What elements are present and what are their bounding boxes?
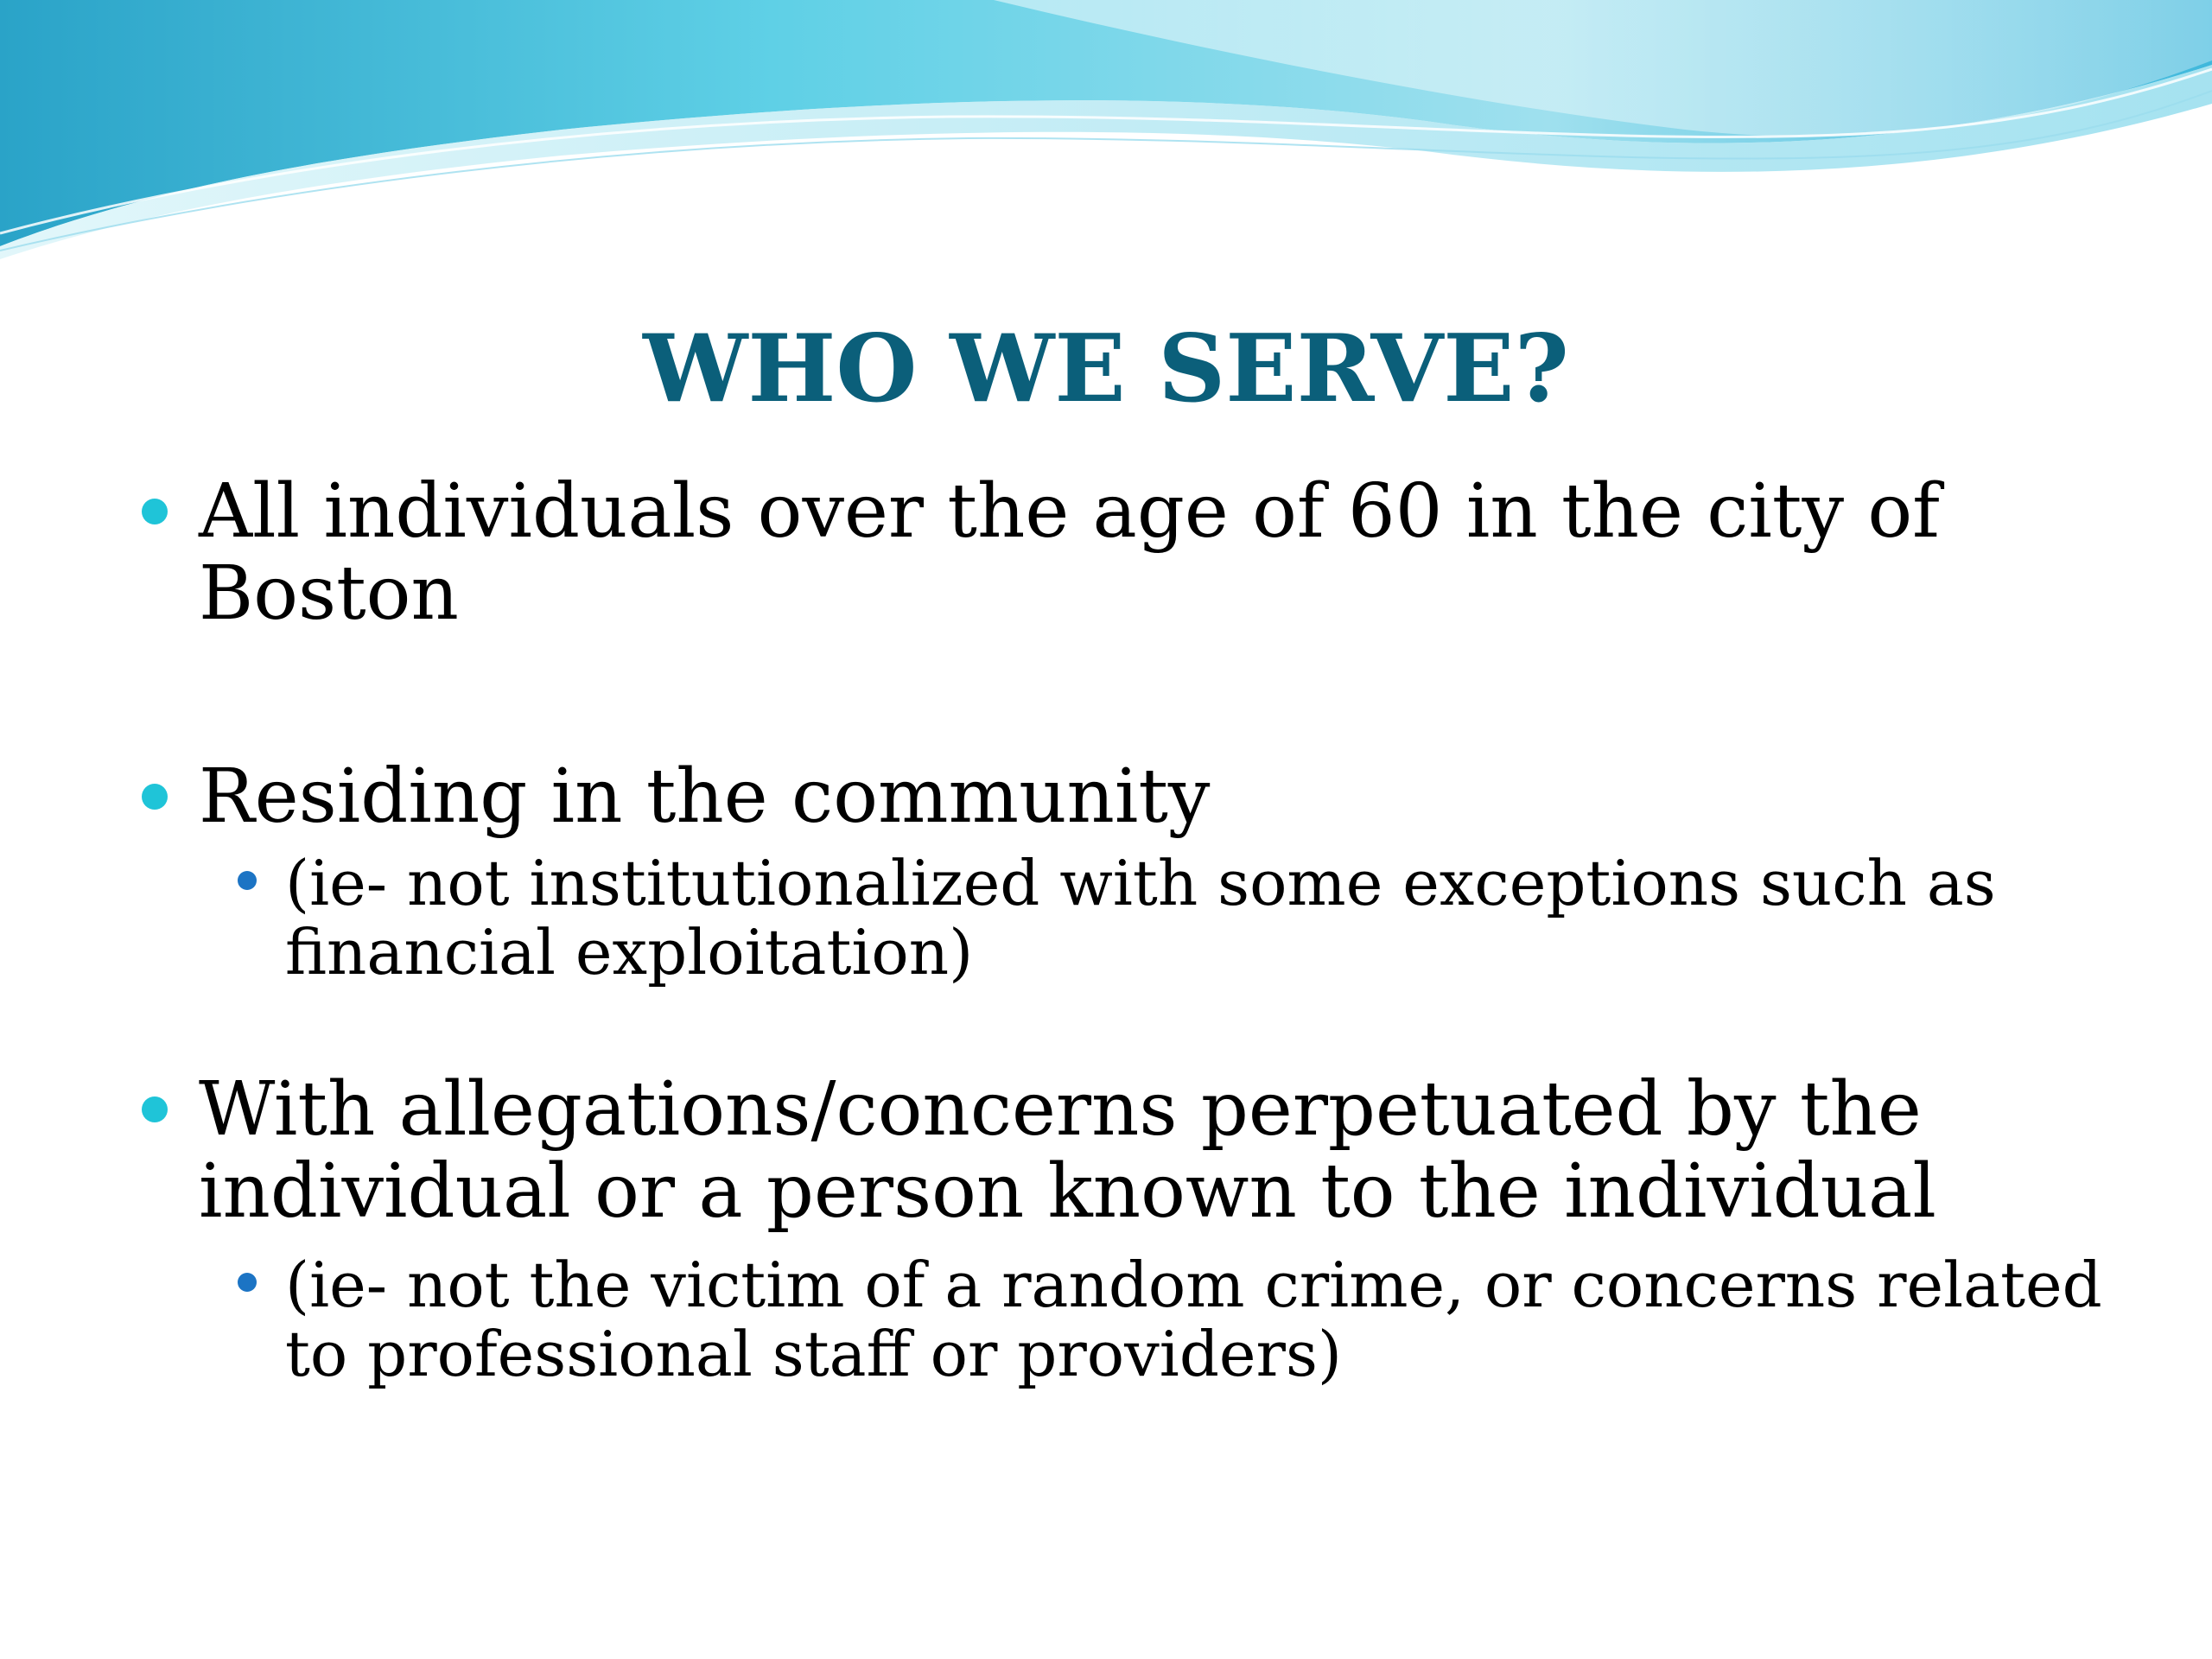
bullet-item: All individuals over the age of 60 in the city of Boston <box>138 471 2108 635</box>
slide-title: WHO WE SERVE? <box>643 315 1569 423</box>
header-wave-decoration <box>0 0 2212 259</box>
sub-bullet-item: (ie- not the victim of a random crime, or concerns related to professional staff or providers) <box>138 1250 2108 1389</box>
bullet-list <box>138 468 2108 1390</box>
bullet-item: With allegations/concerns perpetuated by the individual or a person known to the individual <box>138 1069 2108 1233</box>
sub-bullet-item: (ie- not institutionalized with some exceptions such as financial exploitation) <box>138 849 2108 987</box>
bullet-item: Residing in the community <box>138 756 2108 838</box>
